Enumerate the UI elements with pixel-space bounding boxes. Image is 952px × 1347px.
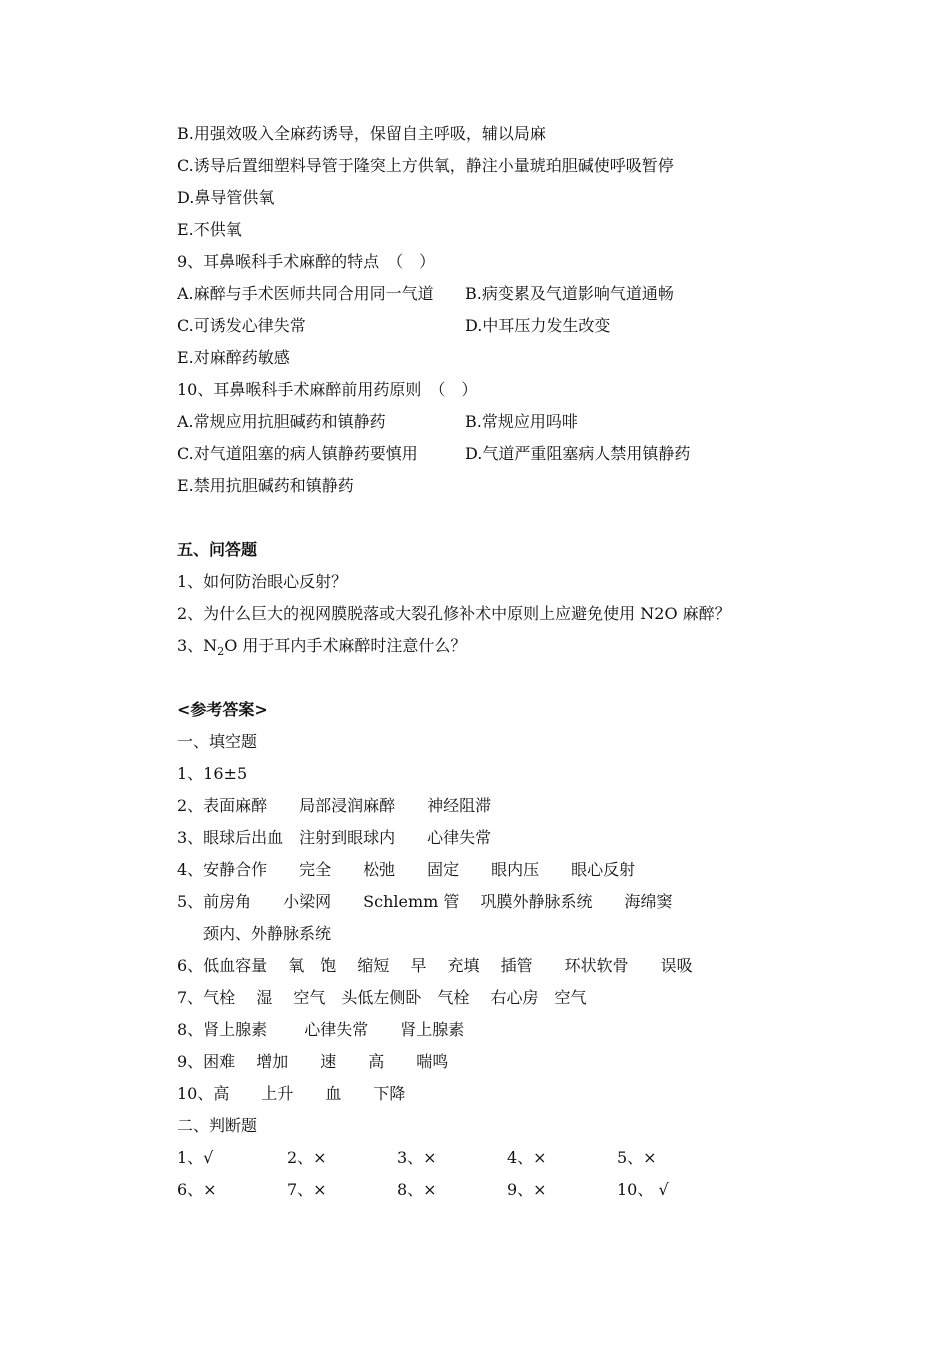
judge-answer: 4、×	[507, 1148, 547, 1167]
answers-title: <参考答案>	[177, 700, 268, 719]
judge-row-2	[177, 1174, 877, 1206]
q9-row-ab	[177, 278, 877, 310]
fill-answer-4: 4、安静合作 完全 松弛 固定 眼内压 眼心反射	[177, 860, 636, 879]
q9-option-b: B.病变累及气道影响气道通畅	[465, 284, 674, 303]
q9-option-d: D.中耳压力发生改变	[465, 316, 611, 335]
q10-row-cd	[177, 438, 877, 470]
fill-section-title: 一、填空题	[177, 732, 258, 751]
qa-question-3-pre: 3、N	[177, 636, 218, 655]
judge-answer: 5、×	[617, 1148, 657, 1167]
fill-answer-1: 1、16±5	[177, 764, 248, 783]
qa-question-3-sub: 2	[217, 645, 225, 659]
judge-answer: 1、√	[177, 1148, 214, 1167]
q10-option-c: C.对气道阻塞的病人镇静药要慎用	[177, 444, 418, 463]
judge-answer: 10、 √	[617, 1180, 669, 1199]
fill-answer-10: 10、高 上升 血 下降	[177, 1084, 406, 1103]
judge-answer: 6、×	[177, 1180, 217, 1199]
fill-answer-9: 9、困难 增加 速 高 喘鸣	[177, 1052, 449, 1071]
qa-question-3	[177, 630, 877, 662]
fill-answer-6: 6、低血容量 氧 饱 缩短 早 充填 插管 环状软骨 误吸	[177, 956, 693, 975]
judge-section-title: 二、判断题	[177, 1116, 258, 1135]
qa-question-3-post: O 用于耳内手术麻醉时注意什么？	[224, 636, 467, 655]
fill-answer-5: 5、前房角 小梁网 Schlemm 管 巩膜外静脉系统 海绵窦	[177, 892, 673, 911]
q9-option-c: C.可诱发心律失常	[177, 316, 306, 335]
fill-answer-3: 3、眼球后出血 注射到眼球内 心律失常	[177, 828, 492, 847]
qa-question-2: 2、为什么巨大的视网膜脱落或大裂孔修补术中原则上应避免使用 N2O 麻醉？	[177, 604, 731, 623]
q10-row-ab	[177, 406, 877, 438]
fill-answer-8: 8、肾上腺素 心律失常 肾上腺素	[177, 1020, 465, 1039]
q8-option-d: D.鼻导管供氧	[177, 188, 275, 207]
q10-option-e: E.禁用抗胆碱药和镇静药	[177, 476, 354, 495]
fill-answer-5-cont: 颈内、外静脉系统	[203, 924, 332, 943]
q9-row-cd	[177, 310, 877, 342]
fill-answer-2: 2、表面麻醉 局部浸润麻醉 神经阻滞	[177, 796, 492, 815]
judge-answer: 3、×	[397, 1148, 437, 1167]
q9-stem: 9、耳鼻喉科手术麻醉的特点 （ ）	[177, 252, 436, 271]
qa-question-1: 1、如何防治眼心反射？	[177, 572, 348, 591]
q8-option-c: C.诱导后置细塑料导管于隆突上方供氧，静注小量琥珀胆碱使呼吸暂停	[177, 156, 674, 175]
q8-option-e: E.不供氧	[177, 220, 242, 239]
section-title-qa: 五、问答题	[177, 540, 258, 559]
spacer	[177, 502, 877, 534]
fill-answer-7: 7、气栓 湿 空气 头低左侧卧 气栓 右心房 空气	[177, 988, 587, 1007]
q8-option-b: B.用强效吸入全麻药诱导，保留自主呼吸，辅以局麻	[177, 124, 546, 143]
judge-answer: 8、×	[397, 1180, 437, 1199]
q10-stem: 10、耳鼻喉科手术麻醉前用药原则 （ ）	[177, 380, 478, 399]
judge-row-1	[177, 1142, 877, 1174]
spacer	[177, 662, 877, 694]
q9-option-a: A.麻醉与手术医师共同合用同一气道	[177, 284, 434, 303]
document-page	[177, 118, 877, 1206]
judge-answer: 7、×	[287, 1180, 327, 1199]
q9-option-e: E.对麻醉药敏感	[177, 348, 290, 367]
judge-answer: 9、×	[507, 1180, 547, 1199]
q10-option-b: B.常规应用吗啡	[465, 412, 578, 431]
q10-option-a: A.常规应用抗胆碱药和镇静药	[177, 412, 386, 431]
judge-answer: 2、×	[287, 1148, 327, 1167]
q10-option-d: D.气道严重阻塞病人禁用镇静药	[465, 444, 691, 463]
